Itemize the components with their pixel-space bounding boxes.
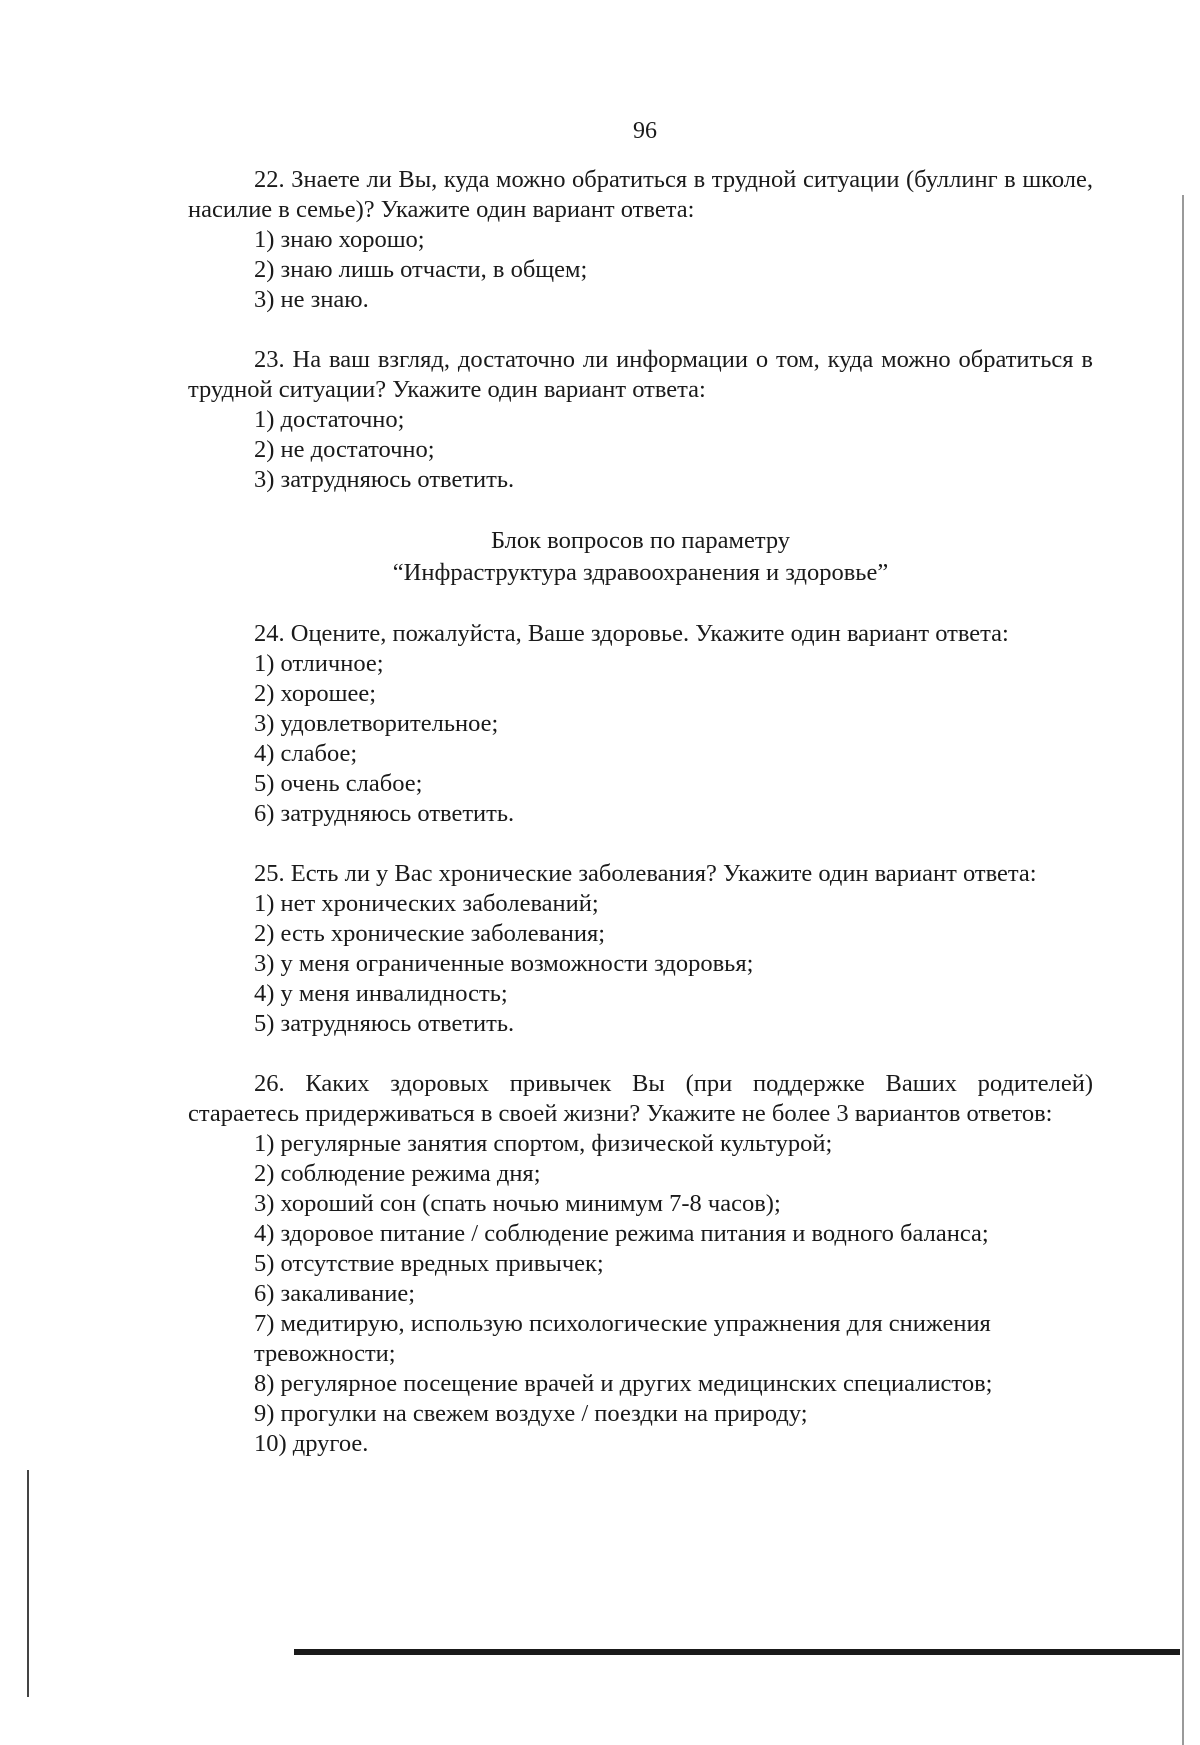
answer-option: 3) у меня ограниченные возможности здоровья; [254,950,754,977]
answer-option: 6) закаливание; [254,1280,416,1307]
answer-option: 3) хороший сон (спать ночью минимум 7-8 часов); [254,1190,781,1217]
question-text: 23. На ваш взгляд, достаточно ли информации о том, куда можно обратиться в трудной ситуации? Укажите один вариант ответа: [188,346,1093,403]
question [188,165,1093,315]
answer-option: 2) хорошее; [254,680,377,707]
answer-option: 6) затрудняюсь ответить. [254,800,515,827]
section-heading-line-1: Блок вопросов по параметру [490,527,791,554]
answer-option: 8) регулярное посещение врачей и других медицинских специалистов; [254,1370,993,1397]
questions-block-a [188,165,1093,495]
answer-option: 4) у меня инвалидность; [254,980,508,1007]
section-heading [188,525,1093,589]
answer-option: 4) здоровое питание / соблюдение режима питания и водного баланса; [254,1220,989,1247]
questions-block-b [188,619,1093,1459]
scan-edge-line-left [27,1470,29,1697]
question [188,1069,1093,1459]
answer-option: 5) затрудняюсь ответить. [254,1010,515,1037]
question-text: 22. Знаете ли Вы, куда можно обратиться в трудной ситуации (буллинг в школе, насилие в семье)? Укажите один вариант ответа: [188,166,1093,223]
answer-option: 1) знаю хорошо; [254,226,425,253]
answer-option: 3) удовлетворительное; [254,710,499,737]
answer-option: 2) знаю лишь отчасти, в общем; [254,256,588,283]
question-text: 26. Каких здоровых привычек Вы (при поддержке Ваших родителей) стараетесь придерживаться в своей жизни? Укажите не более 3 вариантов ответов: [188,1070,1093,1127]
answer-option: 7) медитирую, использую психологические упражнения для снижения тревожности; [254,1310,991,1367]
answer-option: 1) достаточно; [254,406,405,433]
answer-option: 5) очень слабое; [254,770,423,797]
answer-option: 2) есть хронические заболевания; [254,920,606,947]
answer-option: 2) не достаточно; [254,436,435,463]
answer-option: 4) слабое; [254,740,358,767]
answer-option: 5) отсутствие вредных привычек; [254,1250,604,1277]
answer-option: 10) другое. [254,1430,369,1457]
answer-option: 3) затрудняюсь ответить. [254,466,515,493]
answer-option: 1) регулярные занятия спортом, физической культурой; [254,1130,833,1157]
answer-option: 9) прогулки на свежем воздухе / поездки на природу; [254,1400,808,1427]
answer-option: 2) соблюдение режима дня; [254,1160,541,1187]
question [188,859,1093,1039]
section-heading-line-2: “Инфраструктура здравоохранения и здоровье” [392,559,889,586]
scan-edge-line-right [1182,195,1184,1745]
question-text: 24. Оцените, пожалуйста, Ваше здоровье. Укажите один вариант ответа: [254,620,1009,647]
answer-option: 1) нет хронических заболеваний; [254,890,599,917]
answer-option: 1) отличное; [254,650,384,677]
question-text: 25. Есть ли у Вас хронические заболевания? Укажите один вариант ответа: [254,860,1037,887]
answer-option: 3) не знаю. [254,286,369,313]
page-number: 96 [633,118,657,144]
question [188,345,1093,495]
bottom-rule [294,1649,1180,1655]
document-body [188,165,1093,1489]
question [188,619,1093,829]
